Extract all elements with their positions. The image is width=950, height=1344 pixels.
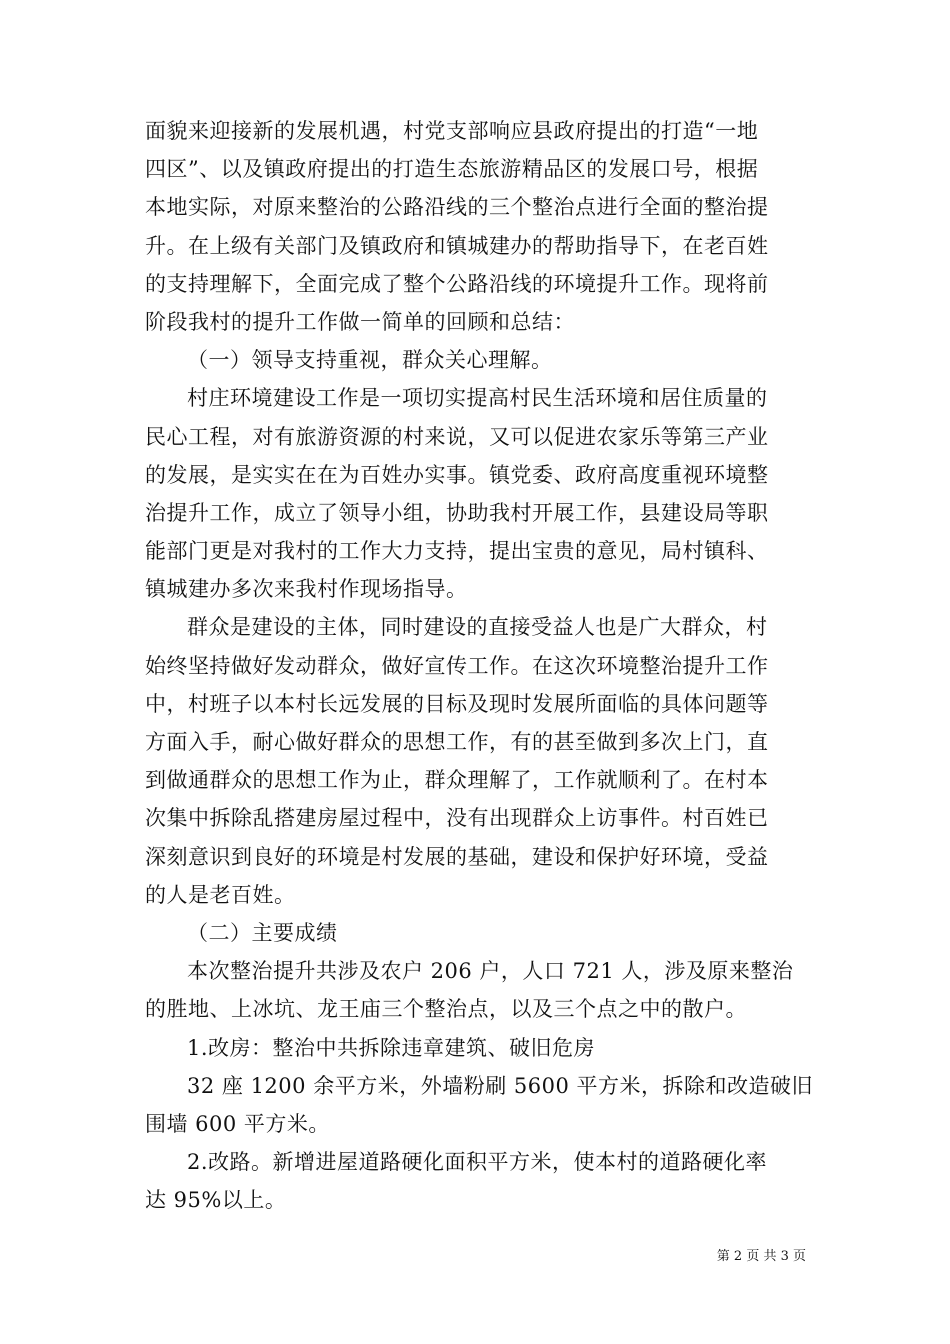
- text-line: 达 95%以上。: [145, 1188, 287, 1213]
- text-line: 本地实际，对原来整治的公路沿线的三个整治点进行全面的整治提: [145, 195, 769, 220]
- text-line: 的发展，是实实在在为百姓办实事。镇党委、政府高度重视环境整: [145, 462, 769, 487]
- text-line: 的支持理解下，全面完成了整个公路沿线的环境提升工作。现将前: [145, 271, 769, 296]
- text-line: 到做通群众的思想工作为止，群众理解了，工作就顺利了。在村本: [145, 768, 769, 793]
- text-line: 1.改房：整治中共拆除违章建筑、破旧危房: [187, 1035, 596, 1060]
- text-line: 本次整治提升共涉及农户 206 户，人口 721 人，涉及原来整治: [187, 959, 794, 984]
- text-line: 群众是建设的主体，同时建设的直接受益人也是广大群众，村: [187, 615, 768, 640]
- text-line: 2.改路。新增进屋道路硬化面积平方米，使本村的道路硬化率: [187, 1150, 768, 1175]
- text-line: 始终坚持做好发动群众，做好宣传工作。在这次环境整治提升工作: [145, 653, 769, 678]
- text-line: 32 座 1200 余平方米，外墙粉刷 5600 平方米，拆除和改造破旧: [187, 1073, 813, 1098]
- text-line: 深刻意识到良好的环境是村发展的基础，建设和保护好环境，受益: [145, 844, 769, 869]
- text-line: 镇城建办多次来我村作现场指导。: [145, 577, 468, 602]
- text-line: （一）领导支持重视，群众关心理解。: [187, 348, 553, 373]
- text-line: 次集中拆除乱搭建房屋过程中，没有出现群众上访事件。村百姓已: [145, 806, 769, 831]
- document-body: [145, 112, 813, 1219]
- text-line: 的人是老百姓。: [145, 882, 296, 907]
- text-line: 治提升工作，成立了领导小组，协助我村开展工作，县建设局等职: [145, 500, 769, 525]
- page-number-footer: 第 2 页 共 3 页: [716, 1249, 806, 1264]
- text-line: 民心工程，对有旅游资源的村来说，又可以促进农家乐等第三产业: [145, 424, 769, 449]
- text-line: （二）主要成绩: [187, 920, 338, 945]
- text-line: 围墙 600 平方米。: [145, 1111, 330, 1136]
- text-line: 中，村班子以本村长远发展的目标及现时发展所面临的具体问题等: [145, 691, 769, 716]
- text-line: 阶段我村的提升工作做一简单的回顾和总结：: [145, 309, 575, 334]
- text-line: 面貌来迎接新的发展机遇，村党支部响应县政府提出的打造“一地: [145, 119, 759, 143]
- text-line: 升。在上级有关部门及镇政府和镇城建办的帮助指导下，在老百姓: [145, 233, 769, 258]
- text-line: 四区”、以及镇政府提出的打造生态旅游精品区的发展口号，根据: [145, 157, 759, 182]
- text-line: 能部门更是对我村的工作大力支持，提出宝贵的意见，局村镇科、: [145, 539, 769, 564]
- text-line: 方面入手，耐心做好群众的思想工作，有的甚至做到多次上门，直: [145, 730, 769, 754]
- text-line: 的胜地、上冰坑、龙王庙三个整治点，以及三个点之中的散户。: [145, 997, 747, 1022]
- text-line: 村庄环境建设工作是一项切实提高村民生活环境和居住质量的: [187, 386, 768, 411]
